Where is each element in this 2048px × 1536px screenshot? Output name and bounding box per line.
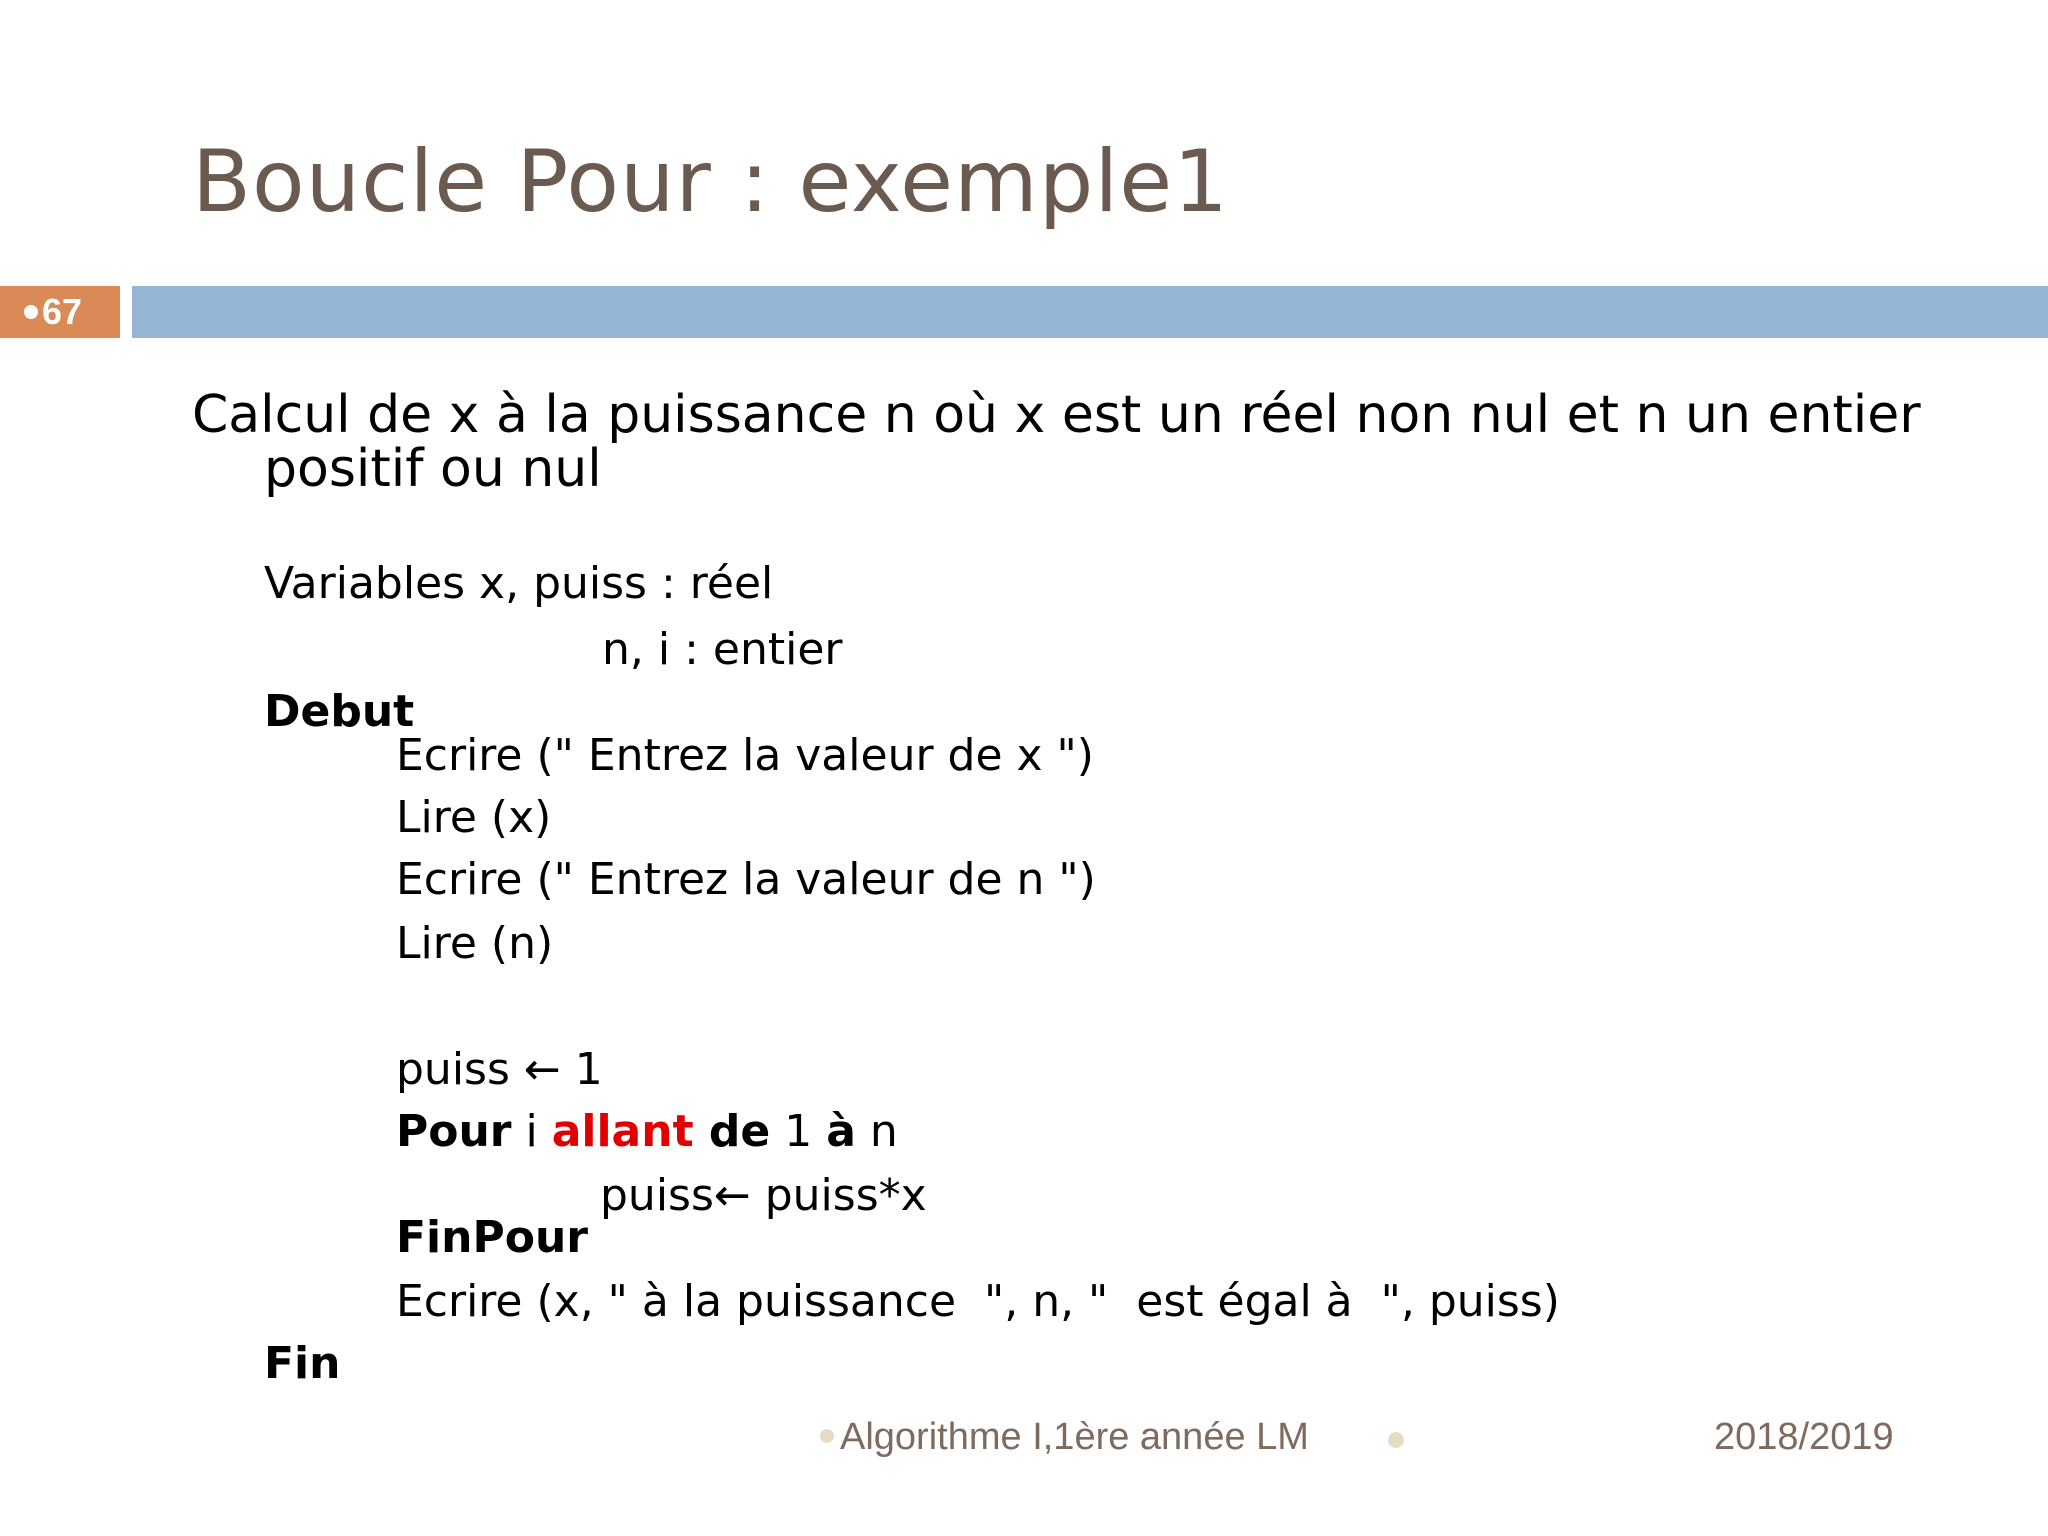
keyword-finpour: FinPour bbox=[396, 1212, 588, 1263]
keyword-pour: Pour bbox=[396, 1106, 512, 1157]
footer-course-label: Algorithme I,1ère année LM bbox=[840, 1416, 1309, 1458]
variables-declaration-line1: Variables x, puiss : réel bbox=[264, 558, 774, 609]
keyword-allant: allant bbox=[551, 1106, 694, 1157]
code-line-init: puiss ← 1 bbox=[396, 1044, 603, 1095]
code-line-ecrire-result: Ecrire (x, " à la puissance ", n, " est égal à ", puiss) bbox=[396, 1276, 1560, 1327]
footer-bullet-icon bbox=[820, 1429, 834, 1443]
keyword-a: à bbox=[826, 1106, 856, 1157]
keyword-fin: Fin bbox=[264, 1338, 341, 1389]
keyword-debut: Debut bbox=[264, 686, 415, 737]
footer-year: 2018/2019 bbox=[1714, 1416, 1894, 1458]
for-variable: i bbox=[511, 1106, 552, 1157]
slide-number-badge bbox=[0, 286, 120, 338]
variables-declaration-line2: n, i : entier bbox=[602, 624, 843, 675]
code-line-loop-body: puiss← puiss*x bbox=[600, 1170, 927, 1221]
slide-number: 67 bbox=[42, 291, 83, 332]
code-line-ecrire-n: Ecrire (" Entrez la valeur de n ") bbox=[396, 854, 1096, 905]
code-line-ecrire-x: Ecrire (" Entrez la valeur de x ") bbox=[396, 730, 1094, 781]
slide-title: Boucle Pour : exemple1 bbox=[192, 132, 1229, 232]
keyword-de: de bbox=[693, 1106, 771, 1157]
for-to-value: n bbox=[855, 1106, 898, 1157]
code-line-lire-x: Lire (x) bbox=[396, 792, 552, 843]
code-line-lire-n: Lire (n) bbox=[396, 918, 554, 969]
for-from-value: 1 bbox=[770, 1106, 827, 1157]
footer-course bbox=[820, 1416, 1309, 1459]
bullet-dot-icon bbox=[24, 305, 38, 319]
footer-separator-dot-icon bbox=[1388, 1432, 1404, 1448]
title-divider-bar bbox=[132, 286, 2048, 338]
code-line-for bbox=[396, 1106, 898, 1157]
intro-text: Calcul de x à la puissance n où x est un réel non nul et n un entier positif ou nul bbox=[192, 385, 1921, 499]
